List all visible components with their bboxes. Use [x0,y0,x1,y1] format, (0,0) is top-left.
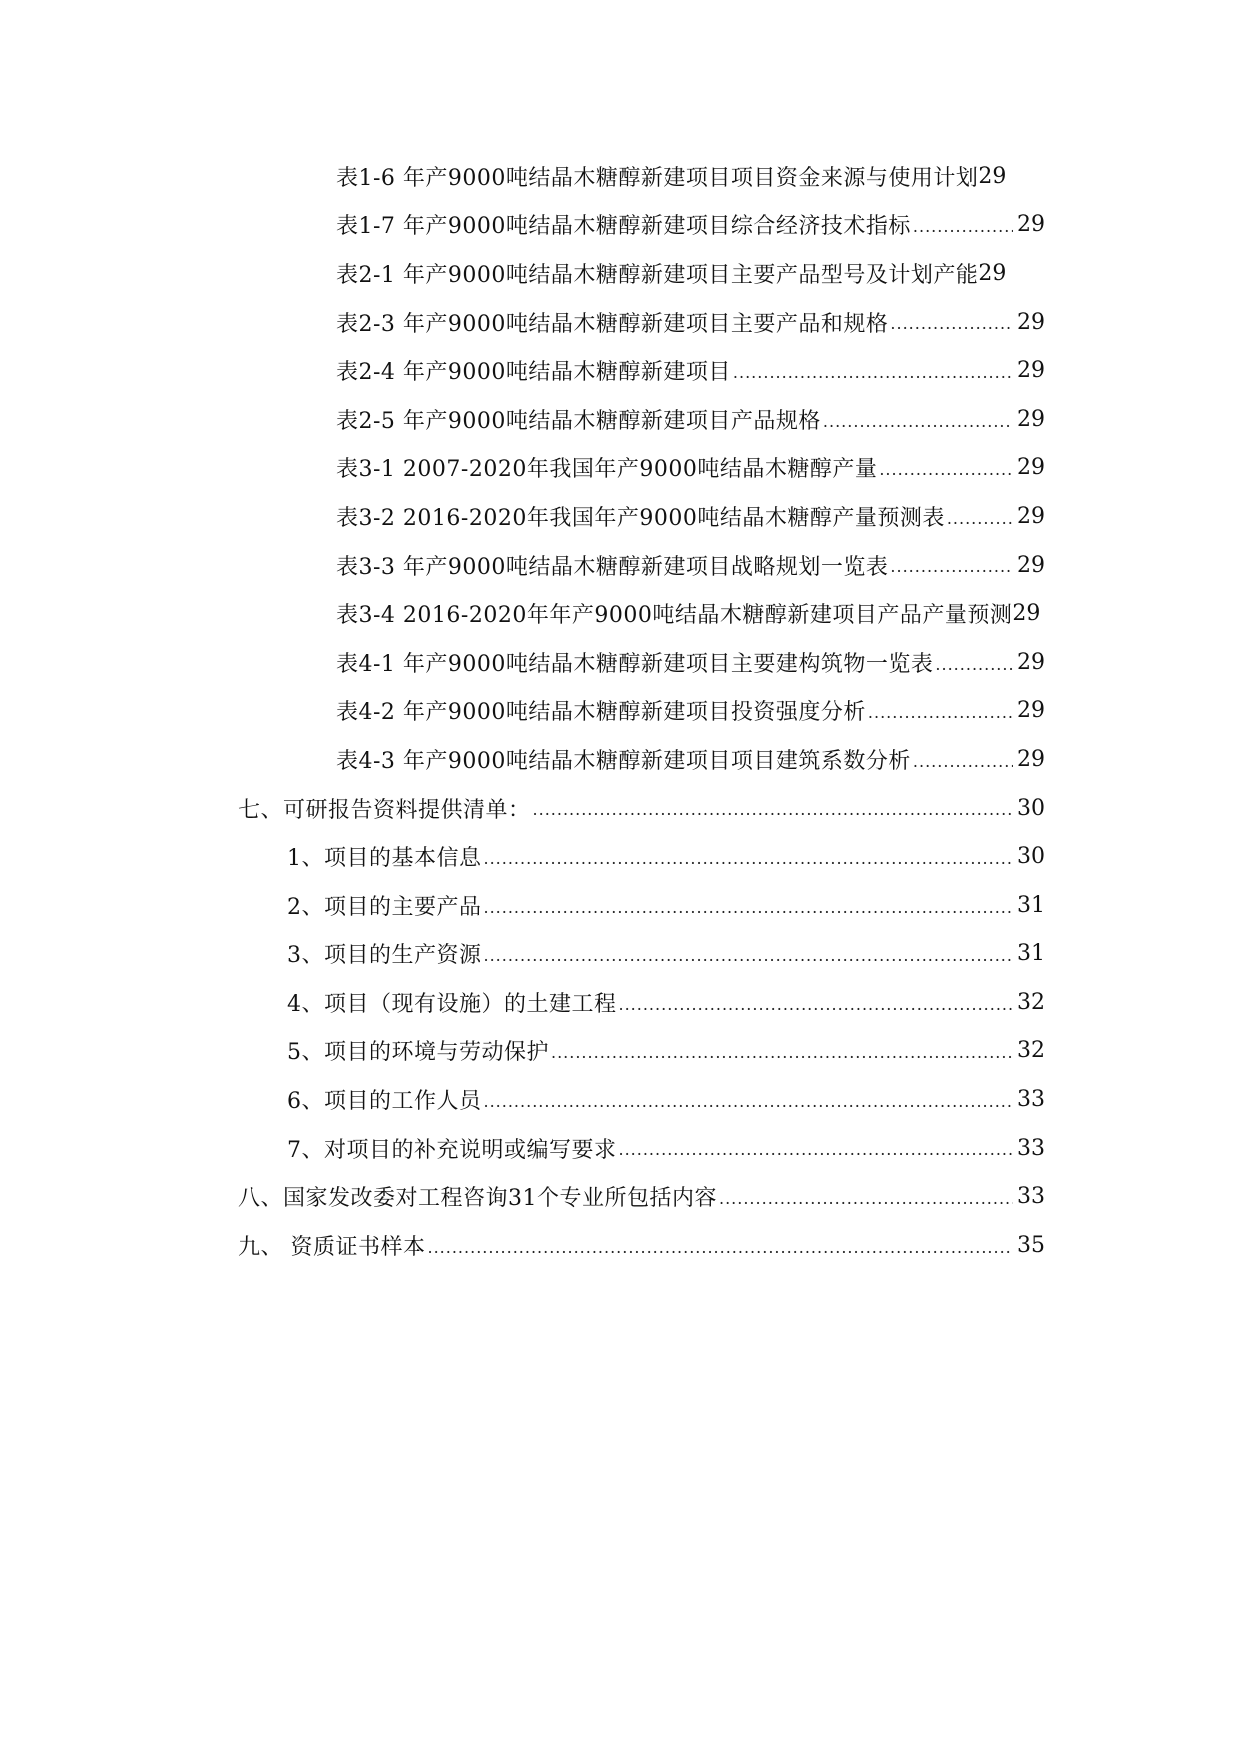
toc-dot-leader [533,802,1013,832]
toc-entry[interactable] [0,1221,1241,1270]
toc-entry[interactable] [0,687,1241,736]
toc-entry-title: 7、对项目的补充说明或编写要求 [287,1137,617,1163]
toc-entry-title: 3、项目的生产资源 [287,943,482,969]
toc-dot-leader [551,1045,1013,1075]
toc-entry[interactable] [0,735,1241,784]
toc-entry-title: 表3-3 年产9000吨结晶木糖醇新建项目战略规划一览表 [336,554,889,580]
toc-entry-title: 表3-1 2007-2020年我国年产9000吨结晶木糖醇产量 [336,457,878,483]
toc-dot-leader [890,316,1013,346]
toc-entry-title: 表2-1 年产9000吨结晶木糖醇新建项目主要产品型号及计划产能 [336,262,979,288]
toc-entry-title: 七、可研报告资料提供清单： [238,797,531,823]
toc-entry[interactable] [0,444,1241,493]
toc-entry[interactable] [0,492,1241,541]
toc-entry-title: 表2-5 年产9000吨结晶木糖醇新建项目产品规格 [336,408,821,434]
toc-entry[interactable] [0,1027,1241,1076]
toc-page-number: 29 [1017,455,1045,481]
toc-dot-leader [733,365,1013,395]
toc-page-number: 35 [1017,1232,1045,1258]
toc-entry[interactable] [0,1124,1241,1173]
toc-dot-leader [719,1191,1013,1221]
toc-page-number: 33 [1017,1135,1045,1161]
toc-entry-title: 表4-1 年产9000吨结晶木糖醇新建项目主要建构筑物一览表 [336,651,934,677]
toc-page-number: 29 [978,260,1007,286]
toc-entry[interactable] [0,832,1241,881]
toc-entry-title: 表2-4 年产9000吨结晶木糖醇新建项目 [336,360,731,386]
toc-page-number: 29 [1017,358,1045,384]
toc-page-number: 29 [1017,552,1045,578]
toc-entry-title: 5、项目的环境与劳动保护 [287,1040,549,1066]
toc-page-number: 29 [1017,309,1045,335]
toc-dot-leader [619,997,1014,1027]
toc-entry-title: 表3-4 2016-2020年年产9000吨结晶木糖醇新建项目产品产量预测 [336,603,1013,629]
toc-page-number: 29 [1017,503,1045,529]
toc-entry[interactable] [0,395,1241,444]
toc-entry[interactable] [0,201,1241,250]
toc-entry-title: 1、项目的基本信息 [287,846,482,872]
toc-entry-title: 表1-6 年产9000吨结晶木糖醇新建项目项目资金来源与使用计划 [336,165,979,191]
toc-dot-leader [879,462,1013,492]
toc-entry[interactable] [0,881,1241,930]
toc-entry[interactable] [0,638,1241,687]
toc-page-number: 29 [1017,406,1045,432]
toc-entry-title: 表4-2 年产9000吨结晶木糖醇新建项目投资强度分析 [336,700,866,726]
toc-entry[interactable] [0,298,1241,347]
toc-entry[interactable] [0,346,1241,395]
toc-page-number: 29 [978,163,1007,189]
toc-page-number: 32 [1017,1038,1045,1064]
toc-entry[interactable] [0,541,1241,590]
toc-page-number: 29 [1017,746,1045,772]
toc-dot-leader [913,219,1013,249]
toc-page-number: 33 [1017,1087,1045,1113]
toc-entry[interactable] [0,152,1241,201]
toc-page-number: 29 [1012,601,1041,627]
toc-page-number: 29 [1017,649,1045,675]
toc-entry[interactable] [0,784,1241,833]
toc-dot-leader [619,1142,1014,1172]
toc-entry[interactable] [0,930,1241,979]
toc-entry[interactable] [0,1075,1241,1124]
toc-dot-leader [868,705,1013,735]
toc-page-number: 29 [1017,698,1045,724]
toc-dot-leader [890,559,1013,589]
toc-entry[interactable] [0,1172,1241,1221]
toc-entry-title: 八、国家发改委对工程咨询31个专业所包括内容 [238,1186,717,1212]
toc-entry[interactable] [0,589,1241,638]
toc-dot-leader [935,657,1013,687]
toc-dot-leader [484,948,1014,978]
toc-entry-title: 表3-2 2016-2020年我国年产9000吨结晶木糖醇产量预测表 [336,505,945,531]
table-of-contents [0,152,1241,1270]
toc-dot-leader [913,754,1013,784]
toc-entry[interactable] [0,249,1241,298]
toc-page-number: 31 [1017,892,1045,918]
toc-dot-leader [428,1240,1014,1270]
toc-dot-leader [947,511,1013,541]
toc-entry-title: 表4-3 年产9000吨结晶木糖醇新建项目项目建筑系数分析 [336,748,911,774]
toc-dot-leader [484,851,1014,881]
toc-page-number: 31 [1017,941,1045,967]
toc-entry-title: 表2-3 年产9000吨结晶木糖醇新建项目主要产品和规格 [336,311,889,337]
toc-page-number: 30 [1017,795,1045,821]
toc-page-number: 30 [1017,844,1045,870]
toc-entry-title: 6、项目的工作人员 [287,1089,482,1115]
toc-page-number: 32 [1017,989,1045,1015]
toc-page-number: 29 [1017,212,1045,238]
toc-entry-title: 九、 资质证书样本 [238,1234,426,1260]
toc-entry[interactable] [0,978,1241,1027]
toc-entry-title: 表1-7 年产9000吨结晶木糖醇新建项目综合经济技术指标 [336,214,911,240]
toc-entry-title: 2、项目的主要产品 [287,894,482,920]
toc-page-number: 33 [1017,1184,1045,1210]
toc-dot-leader [484,900,1014,930]
toc-dot-leader [823,414,1013,444]
toc-dot-leader [484,1094,1014,1124]
toc-entry-title: 4、项目（现有设施）的土建工程 [287,991,617,1017]
